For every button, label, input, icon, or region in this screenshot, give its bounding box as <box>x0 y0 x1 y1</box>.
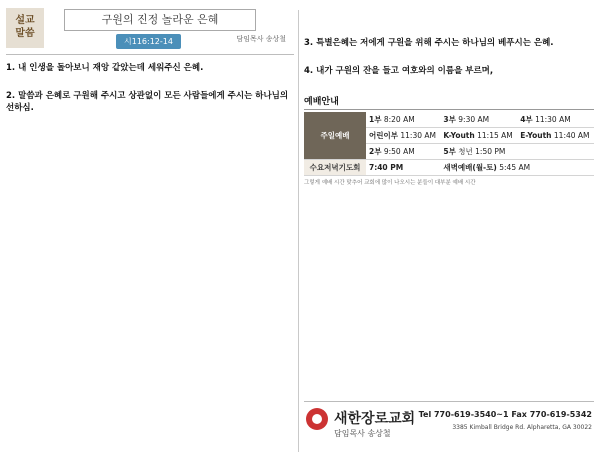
section-body <box>6 116 294 123</box>
row-label: 수요저녁기도회 <box>304 160 366 176</box>
service-time: 1부 8:20 AM <box>366 112 440 128</box>
church-pastor: 담임목사 송상철 <box>334 429 391 438</box>
service-time: 7:40 PM <box>366 160 440 176</box>
sermon-tag-line1: 설교 <box>15 15 35 26</box>
church-logo-icon <box>306 408 328 430</box>
sermon-title: 구원의 진정 놀라운 은혜 <box>64 9 256 31</box>
sermon-tag-line2: 말씀 <box>15 28 35 39</box>
section-heading: 4. 내가 구원의 잔을 들고 여호와의 이름을 부르며, <box>304 66 494 76</box>
service-time: 3부 9:30 AM <box>440 112 517 128</box>
church-contact: Tel 770-619-3540~1 Fax 770-619-5342 <box>418 410 592 419</box>
sermon-section-3 <box>304 36 594 58</box>
service-time: 2부 9:50 AM <box>366 144 440 160</box>
sermon-section-4 <box>304 64 594 86</box>
table-row <box>304 112 594 128</box>
worship-note: 그렇게 예배 시간 맞추어 교회에 많이 나오시는 분들이 대부분 예배 시간 <box>304 180 476 186</box>
sermon-tag <box>6 8 44 48</box>
service-time: 4부 11:30 AM <box>517 112 594 128</box>
section-body <box>304 51 594 58</box>
church-name: 새한장로교회 <box>334 411 416 427</box>
section-heading: 1. 내 인생을 돌아보니 재앙 같았는데 세워주신 은혜. <box>6 63 204 73</box>
church-address: 3385 Kimball Bridge Rd. Alpharetta, GA 30022 <box>452 424 592 431</box>
column-divider <box>298 10 299 452</box>
section-body <box>6 76 294 83</box>
worship-schedule-table <box>304 112 594 176</box>
section-heading: 2. 말씀과 은혜로 구원해 주시고 상관없이 모든 사람들에게 주시는 하나님의 선하심. <box>6 91 289 113</box>
service-time: 새벽예배(월-토) 5:45 AM <box>440 160 594 176</box>
section-heading: 3. 특별은혜는 저에게 구원을 위해 주시는 하나님의 베푸시는 은혜. <box>304 38 554 48</box>
church-footer <box>304 401 594 456</box>
service-time: E-Youth 11:40 AM <box>517 128 594 144</box>
left-column <box>6 6 294 456</box>
right-column <box>304 6 594 456</box>
service-time: 5부 청년 1:50 PM <box>440 144 594 160</box>
service-time: K-Youth 11:15 AM <box>440 128 517 144</box>
service-time: 어린이부 11:30 AM <box>366 128 440 144</box>
table-row <box>304 160 594 176</box>
section-body <box>304 79 594 86</box>
worship-schedule-title: 예배안내 <box>304 94 594 110</box>
preacher-name: 담임목사 송상철 <box>236 35 286 43</box>
scripture-passage-badge: 시116:12-14 <box>116 34 181 49</box>
row-label: 주일예배 <box>304 112 366 160</box>
sermon-section-1 <box>6 61 294 83</box>
sermon-header <box>6 6 294 55</box>
sermon-section-2 <box>6 89 294 123</box>
